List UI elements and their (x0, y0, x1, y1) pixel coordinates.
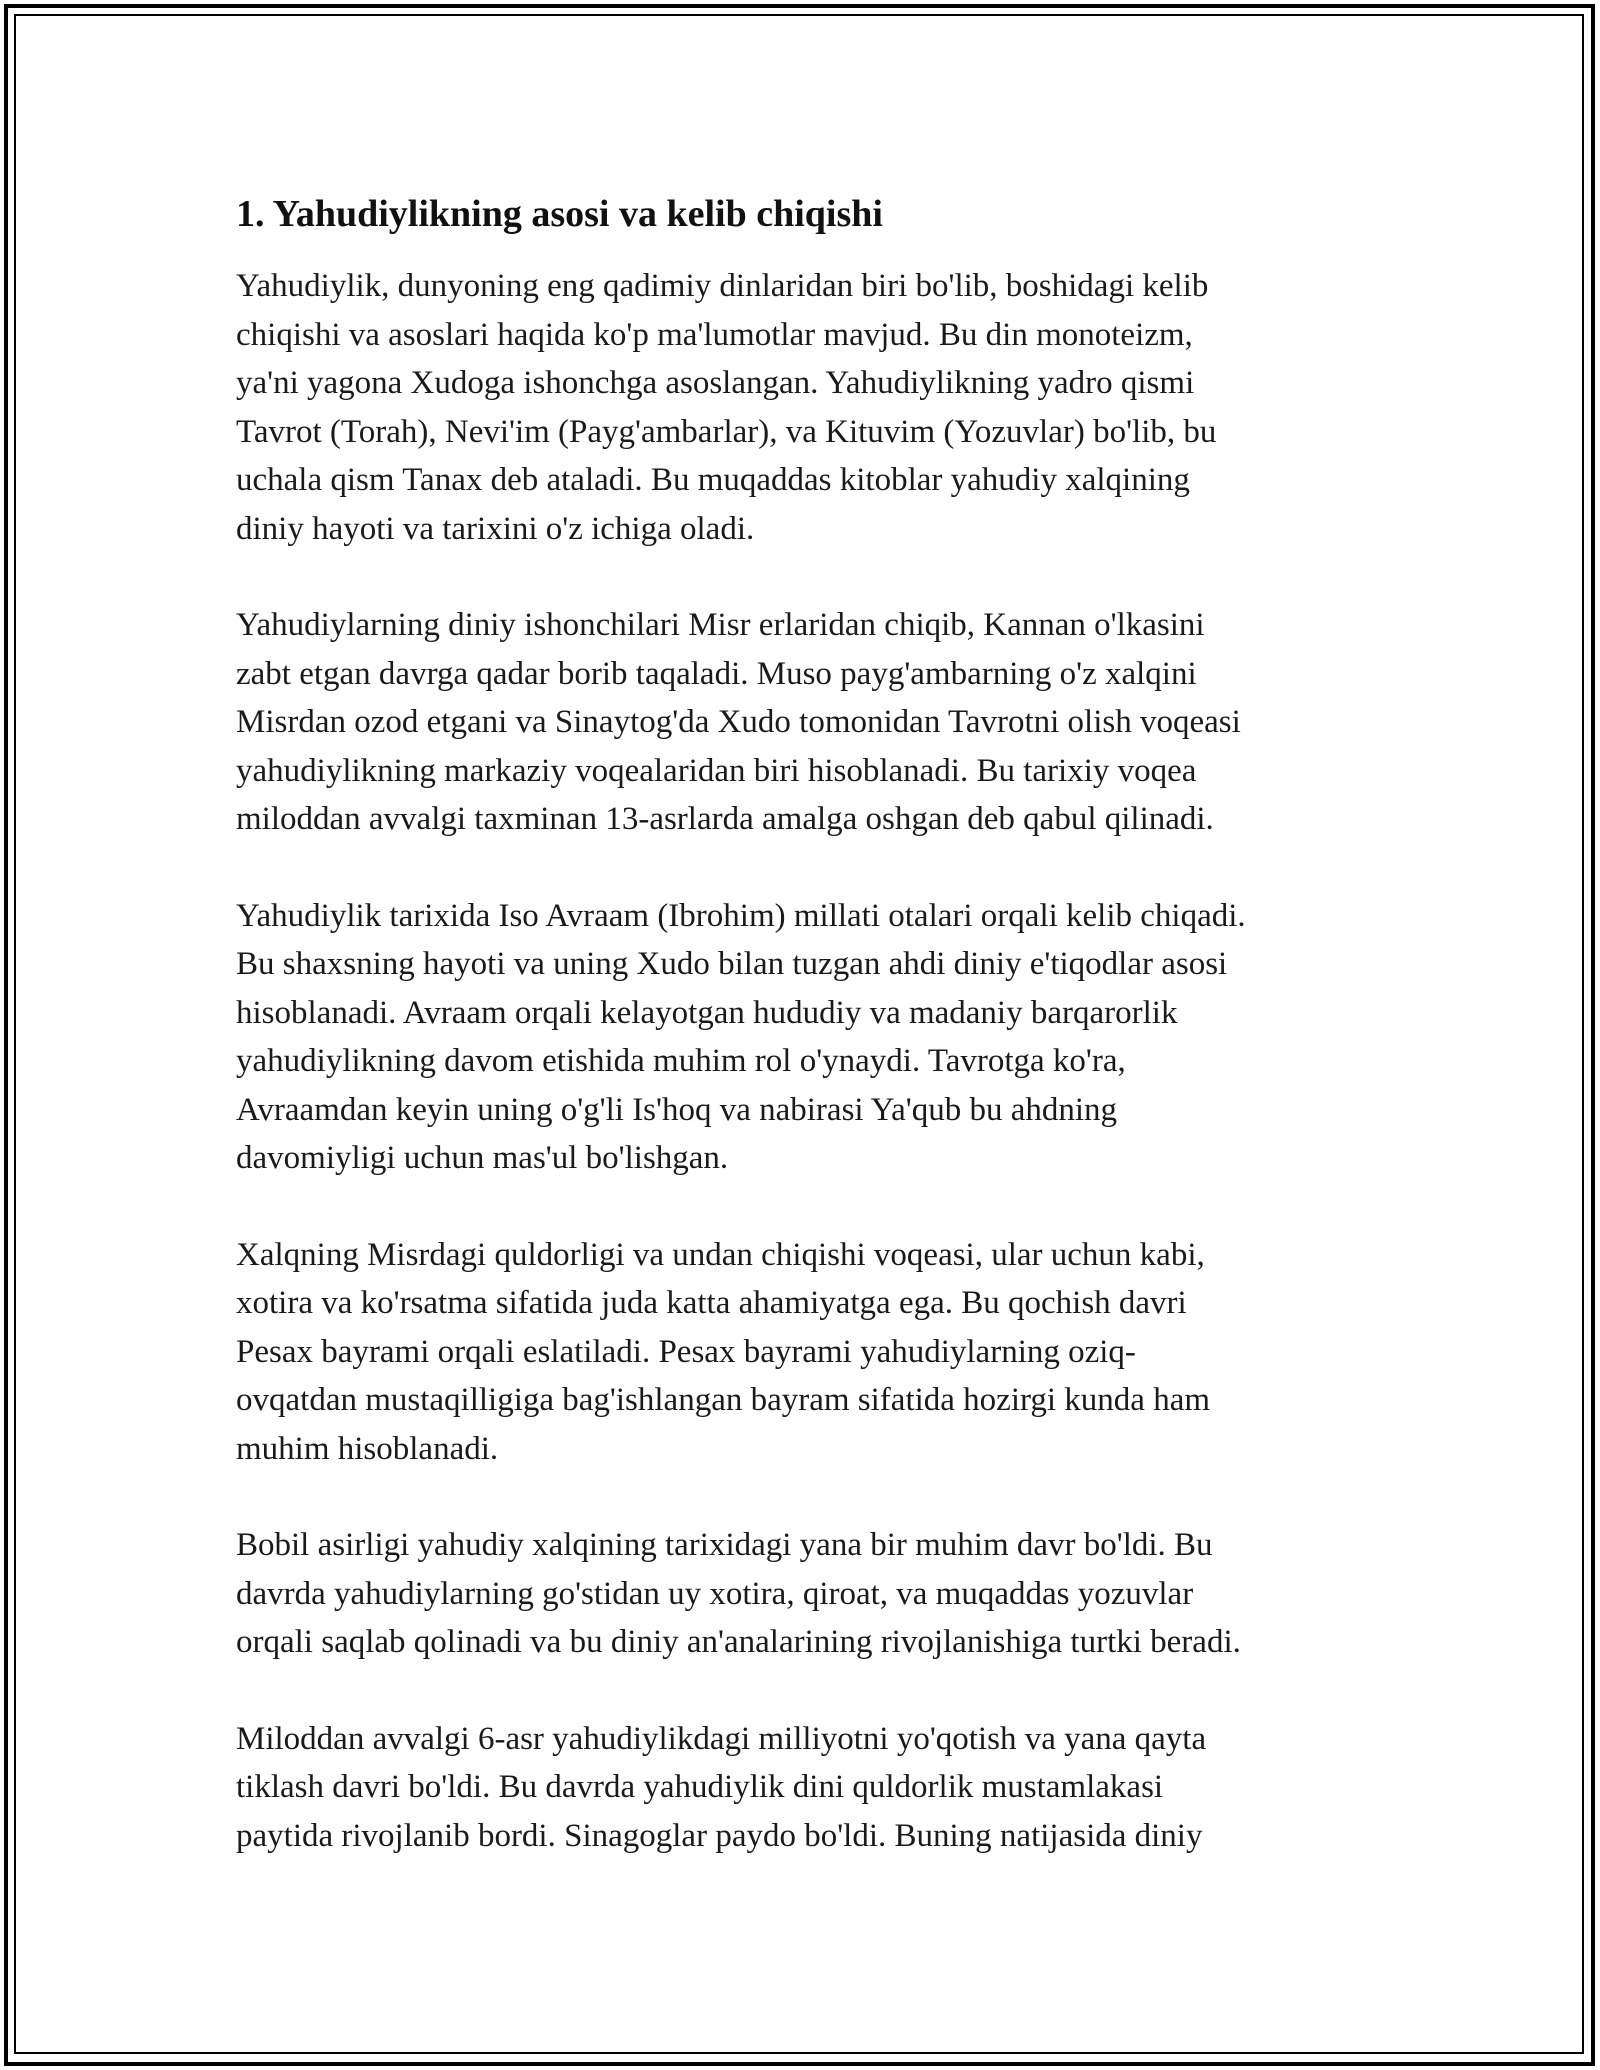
paragraph-line: ya'ni yagona Xudoga ishonchga asoslangan. Yahudiylikning yadro qismi (236, 365, 1195, 401)
paragraph-line: yahudiylikning markaziy voqealaridan biri hisoblanadi. Bu tarixiy voqea (236, 752, 1197, 789)
paragraph-line: hisoblanadi. Avraam orqali kelayotgan hududiy va madaniy barqarorlik (236, 994, 1178, 1031)
paragraph-line: Tavrot (Torah), Nevi'im (Payg'ambarlar), va Kituvim (Yozuvlar) bo'lib, bu (236, 413, 1217, 450)
document-body (236, 186, 1376, 1908)
paragraph-line: davomiyligi uchun mas'ul bo'lishgan. (236, 1140, 729, 1176)
paragraph-line: diniy hayoti va tarixini o'z ichiga oladi. (236, 510, 755, 547)
paragraph-3 (236, 892, 1376, 1183)
paragraph-line: chiqishi va asoslari haqida ko'p ma'lumotlar mavjud. Bu din monoteizm, (236, 316, 1193, 353)
paragraph-6 (236, 1715, 1376, 1861)
paragraph-line: Pesax bayrami orqali eslatiladi. Pesax bayrami yahudiylarning oziq- (236, 1333, 1136, 1370)
paragraph-line: orqali saqlab qolinadi va bu diniy an'analarining rivojlanishiga turtki beradi. (236, 1624, 1241, 1660)
paragraph-line: xotira va ko'rsatma sifatida juda katta ahamiyatga ega. Bu qochish davri (236, 1285, 1187, 1321)
paragraph-line: ovqatdan mustaqilligiga bag'ishlangan bayram sifatida hozirgi kunda ham (236, 1382, 1211, 1418)
paragraph-line: Bobil asirligi yahudiy xalqining tarixidagi yana bir muhim davr bo'ldi. Bu (236, 1527, 1213, 1563)
paragraph-line: paytida rivojlanib bordi. Sinagoglar paydo bo'ldi. Buning natijasida diniy (236, 1817, 1203, 1854)
paragraph-line: Miloddan avvalgi 6-asr yahudiylikdagi milliyotni yo'qotish va yana qayta (236, 1720, 1207, 1757)
paragraph-4 (236, 1231, 1376, 1474)
paragraph-1 (236, 262, 1376, 553)
paragraph-line: uchala qism Tanax deb ataladi. Bu muqaddas kitoblar yahudiy xalqining (236, 462, 1190, 498)
paragraph-line: yahudiylikning davom etishida muhim rol o'ynaydi. Tavrotga ko'ra, (236, 1043, 1126, 1079)
paragraph-line: miloddan avvalgi taxminan 13-asrlarda amalga oshgan deb qabul qilinadi. (236, 801, 1214, 837)
paragraph-2 (236, 601, 1376, 844)
paragraph-line: Yahudiylik tarixida Iso Avraam (Ibrohim) millati otalari orqali kelib chiqadi. (236, 897, 1246, 934)
paragraph-line: tiklash davri bo'ldi. Bu davrda yahudiylik dini quldorlik mustamlakasi (236, 1769, 1164, 1805)
paragraph-line: muhim hisoblanadi. (236, 1430, 499, 1467)
section-title: 1. Yahudiylikning asosi va kelib chiqishi (236, 193, 883, 235)
paragraph-line: Bu shaxsning hayoti va uning Xudo bilan tuzgan ahdi diniy e'tiqodlar asosi (236, 946, 1228, 982)
paragraph-line: Yahudiylarning diniy ishonchilari Misr erlaridan chiqib, Kannan o'lkasini (236, 607, 1205, 643)
paragraph-line: Misrdan ozod etgani va Sinaytog'da Xudo tomonidan Tavrotni olish voqeasi (236, 704, 1241, 740)
paragraph-line: Yahudiylik, dunyoning eng qadimiy dinlaridan biri bo'lib, boshidagi kelib (236, 268, 1209, 304)
paragraph-line: Avraamdan keyin uning o'g'li Is'hoq va nabirasi Ya'qub bu ahdning (236, 1091, 1118, 1128)
paragraph-5 (236, 1521, 1376, 1667)
paragraph-line: davrda yahudiylarning go'stidan uy xotira, qiroat, va muqaddas yozuvlar (236, 1575, 1194, 1612)
paragraph-line: Xalqning Misrdagi quldorligi va undan chiqishi voqeasi, ular uchun kabi, (236, 1236, 1205, 1273)
paragraph-line: zabt etgan davrga qadar borib taqaladi. Muso payg'ambarning o'z xalqini (236, 655, 1197, 692)
